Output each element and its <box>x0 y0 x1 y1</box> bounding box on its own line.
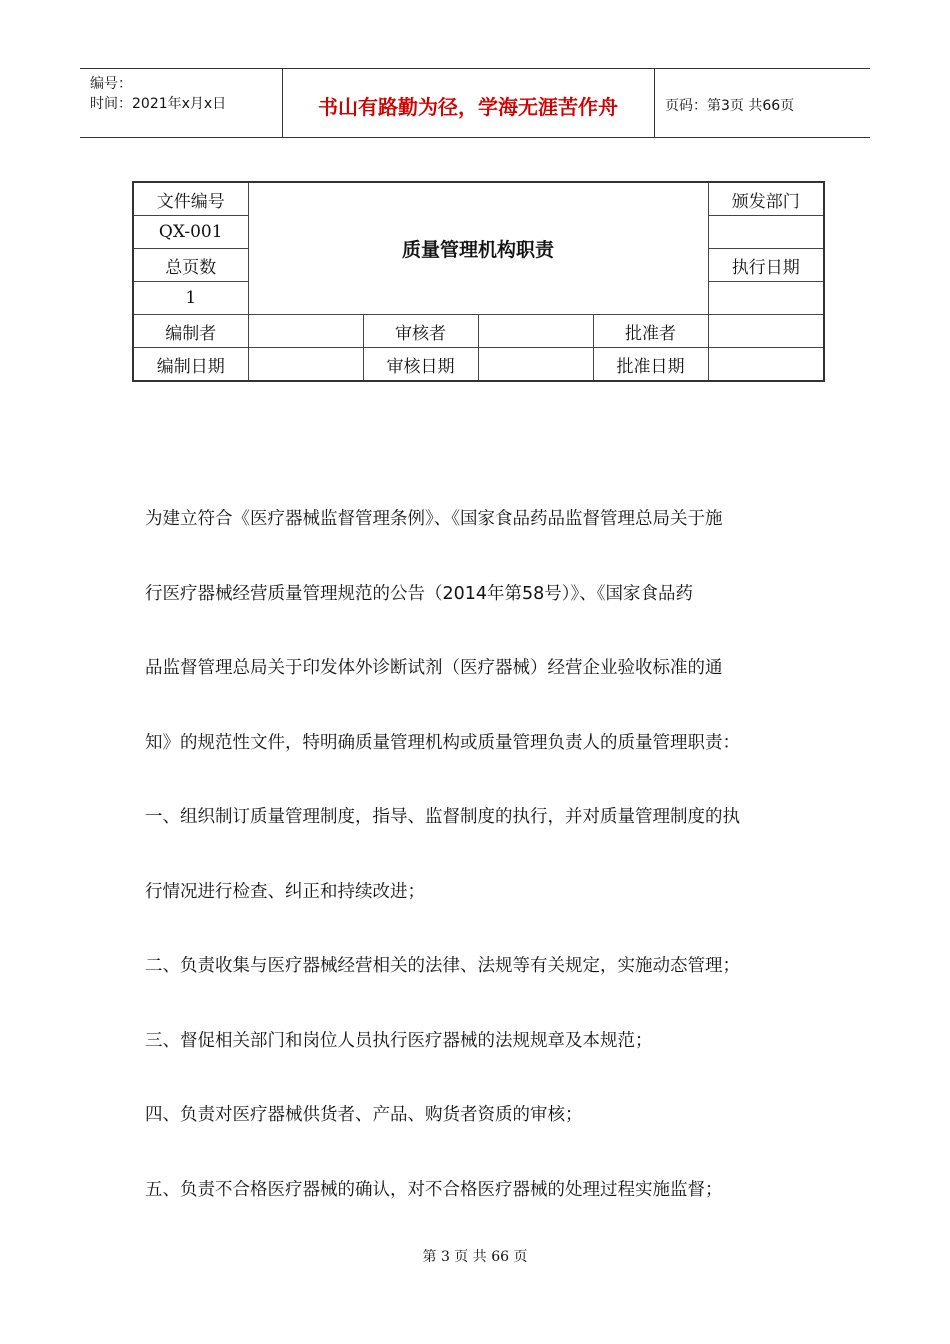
issue-dept-value <box>708 216 824 249</box>
body-line: 品监督管理总局关于印发体外诊断试剂（医疗器械）经营企业验收标准的通 <box>145 658 723 678</box>
body-line: 行情况进行检查、纠正和持续改进； <box>145 881 425 902</box>
total-pages-value: 1 <box>133 282 248 315</box>
body-line: 知》的规范性文件，特明确质量管理机构或质量管理负责人的质量管理职责： <box>145 732 740 753</box>
header-motto: 书山有路勤为径，学海无涯苦作舟 <box>318 95 618 119</box>
body-line: 为建立符合《医疗器械监督管理条例》、《国家食品药品监督管理总局关于施 <box>145 509 723 529</box>
edit-date-value <box>248 348 363 382</box>
header-page-number: 页码：第3页 共66页 <box>665 98 795 114</box>
file-number-value: QX-001 <box>133 216 248 249</box>
page-footer: 第 3 页 共 66 页 <box>422 1249 528 1265</box>
approver-label: 批准者 <box>593 315 708 348</box>
body-line: 三、督促相关部门和岗位人员执行医疗器械的法规规章及本规范； <box>145 1030 653 1051</box>
document-time-label: 时间：2021年x月x日 <box>90 96 227 112</box>
editor-value <box>248 315 363 348</box>
body-line: 一、组织制订质量管理制度，指导、监督制度的执行，并对质量管理制度的执 <box>145 807 740 827</box>
issue-dept-label: 颁发部门 <box>708 182 824 216</box>
document-body <box>145 500 825 1245</box>
review-date-label: 审核日期 <box>363 348 478 382</box>
total-pages-label: 总页数 <box>133 249 248 282</box>
header-page-cell <box>655 69 870 137</box>
file-number-label: 文件编号 <box>133 182 248 216</box>
header-motto-cell <box>282 69 655 137</box>
reviewer-label: 审核者 <box>363 315 478 348</box>
approver-value <box>708 315 824 348</box>
body-line: 五、负责不合格医疗器械的确认，对不合格医疗器械的处理过程实施监督； <box>145 1179 723 1200</box>
body-line: 二、负责收集与医疗器械经营相关的法律、法规等有关规定，实施动态管理； <box>145 956 740 976</box>
editor-label: 编制者 <box>133 315 248 348</box>
body-line: 行医疗器械经营质量管理规范的公告（2014年第58号）》、《国家食品药 <box>145 583 694 604</box>
page-header <box>80 68 870 138</box>
exec-date-label: 执行日期 <box>708 249 824 282</box>
review-date-value <box>478 348 593 382</box>
approve-date-value <box>708 348 824 382</box>
document-number-label: 编号： <box>90 76 132 92</box>
document-title: 质量管理机构职责 <box>248 182 708 315</box>
edit-date-label: 编制日期 <box>133 348 248 382</box>
reviewer-value <box>478 315 593 348</box>
header-info-cell <box>80 69 283 137</box>
body-line: 四、负责对医疗器械供货者、产品、购货者资质的审核； <box>145 1105 583 1125</box>
approve-date-label: 批准日期 <box>593 348 708 382</box>
document-meta-table <box>132 181 825 382</box>
exec-date-value <box>708 282 824 315</box>
